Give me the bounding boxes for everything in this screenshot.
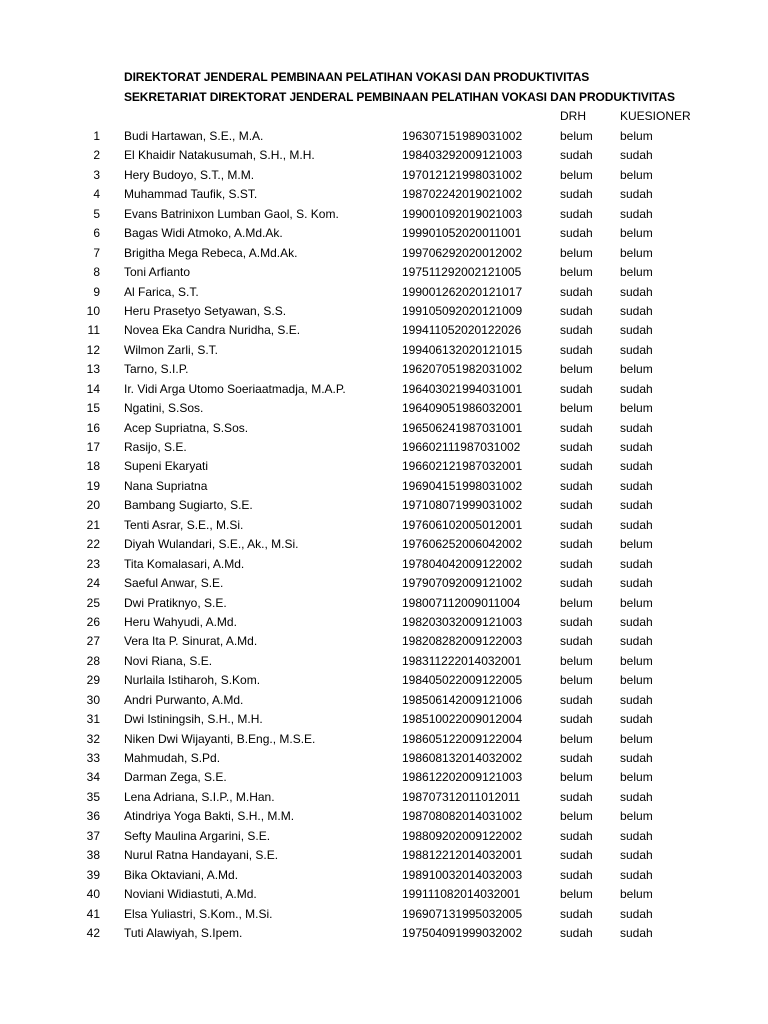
table-row <box>0 283 768 302</box>
employee-nip: 196307151989031002 <box>402 129 523 143</box>
drh-status: sudah <box>560 925 593 940</box>
kuesioner-status: belum <box>620 653 653 668</box>
employee-name: Vera Ita P. Sinurat, A.Md. <box>124 634 258 649</box>
employee-name: Elsa Yuliastri, S.Kom., M.Si. <box>124 906 273 921</box>
employee-nip: 198605122009122004 <box>402 731 523 746</box>
drh-status: belum <box>560 167 593 182</box>
drh-status: sudah <box>560 867 593 882</box>
kuesioner-status: sudah <box>620 712 653 727</box>
drh-status: sudah <box>560 323 593 338</box>
employee-nip: 199901052020011001 <box>402 226 522 241</box>
drh-status: sudah <box>560 848 593 863</box>
row-number: 8 <box>93 265 100 280</box>
row-number: 7 <box>93 245 100 260</box>
table-row <box>0 302 768 321</box>
employee-nip: 198812212014032001 <box>402 848 523 863</box>
row-number: 22 <box>86 537 100 552</box>
kuesioner-status: sudah <box>620 303 653 318</box>
table-row <box>0 730 768 749</box>
table-row <box>0 613 768 632</box>
employee-name: Tarno, S.I.P. <box>124 362 189 377</box>
kuesioner-status: sudah <box>620 498 653 513</box>
table-row <box>0 457 768 476</box>
column-header-kuesioner: KUESIONER <box>620 109 691 123</box>
drh-status: sudah <box>560 498 593 513</box>
employee-nip: 198403292009121003 <box>402 148 523 163</box>
employee-name: Toni Arfianto <box>124 265 191 280</box>
drh-status: sudah <box>560 556 593 571</box>
employee-name: Hery Budoyo, S.T., M.M. <box>124 167 255 182</box>
kuesioner-status: sudah <box>620 478 653 493</box>
kuesioner-status: belum <box>620 265 653 280</box>
employee-name: Heru Prasetyo Setyawan, S.S. <box>124 303 287 318</box>
row-number: 9 <box>93 284 100 299</box>
drh-status: sudah <box>560 381 593 396</box>
drh-status: sudah <box>560 148 593 163</box>
employee-name: Tuti Alawiyah, S.Ipem. <box>124 925 243 940</box>
kuesioner-status: belum <box>620 245 653 260</box>
employee-nip: 198707312011012011 <box>402 789 521 804</box>
employee-name: El Khaidir Natakusumah, S.H., M.H. <box>124 148 315 163</box>
table-row <box>0 710 768 729</box>
employee-name: Bika Oktaviani, A.Md. <box>124 867 239 882</box>
kuesioner-status: belum <box>620 167 653 182</box>
row-number: 26 <box>86 614 100 629</box>
kuesioner-status: sudah <box>620 323 653 338</box>
kuesioner-status: belum <box>620 673 653 688</box>
employee-nip: 198612202009121003 <box>402 770 523 785</box>
employee-name: Noviani Widiastuti, A.Md. <box>124 887 257 902</box>
drh-status: sudah <box>560 576 593 591</box>
drh-status: sudah <box>560 226 593 241</box>
row-number: 14 <box>86 381 100 396</box>
employee-nip: 197606252006042002 <box>402 537 523 552</box>
drh-status: sudah <box>560 440 593 454</box>
drh-status: belum <box>560 770 593 785</box>
table-row <box>0 924 768 943</box>
drh-status: sudah <box>560 906 593 921</box>
employee-nip: 199105092020121009 <box>402 303 523 318</box>
row-number: 1 <box>93 129 100 143</box>
kuesioner-status: sudah <box>620 440 653 454</box>
drh-status: sudah <box>560 284 593 299</box>
table-row <box>0 477 768 496</box>
table-row <box>0 807 768 826</box>
employee-name: Wilmon Zarli, S.T. <box>124 342 219 357</box>
employee-nip: 198203032009121003 <box>402 614 523 629</box>
table-row <box>0 263 768 282</box>
row-number: 18 <box>86 459 100 474</box>
employee-nip: 196207051982031002 <box>402 362 523 377</box>
drh-status: sudah <box>560 634 593 649</box>
kuesioner-status: sudah <box>620 906 653 921</box>
row-number: 15 <box>86 401 100 416</box>
row-number: 42 <box>86 925 100 940</box>
row-number: 19 <box>86 478 100 493</box>
drh-status: belum <box>560 653 593 668</box>
drh-status: sudah <box>560 206 593 221</box>
table-row <box>0 652 768 671</box>
employee-name: Ngatini, S.Sos. <box>124 401 204 416</box>
employee-name: Lena Adriana, S.I.P., M.Han. <box>124 789 275 804</box>
kuesioner-status: sudah <box>620 848 653 863</box>
kuesioner-status: belum <box>620 887 653 902</box>
kuesioner-status: belum <box>620 809 653 824</box>
table-row <box>0 496 768 515</box>
table-row <box>0 321 768 340</box>
row-number: 32 <box>86 731 100 746</box>
drh-status: belum <box>560 401 593 416</box>
drh-status: belum <box>560 245 593 260</box>
kuesioner-status: belum <box>620 362 653 377</box>
table-row <box>0 788 768 807</box>
employee-nip: 197907092009121002 <box>402 576 523 591</box>
kuesioner-status: sudah <box>620 614 653 629</box>
employee-name: Supeni Ekaryati <box>124 459 209 474</box>
drh-status: belum <box>560 673 593 688</box>
row-number: 6 <box>93 226 100 241</box>
employee-nip: 199001262020121017 <box>402 284 523 299</box>
kuesioner-status: belum <box>620 226 653 241</box>
table-row <box>0 749 768 768</box>
employee-nip: 198910032014032003 <box>402 867 523 882</box>
kuesioner-status: sudah <box>620 925 653 940</box>
row-number: 29 <box>86 673 100 688</box>
table-row <box>0 535 768 554</box>
employee-nip: 198007112009011004 <box>402 595 521 610</box>
table-row <box>0 205 768 224</box>
kuesioner-status: sudah <box>620 634 653 649</box>
employee-nip: 198608132014032002 <box>402 751 523 765</box>
employee-nip: 198702242019021002 <box>402 187 523 202</box>
employee-table <box>0 127 768 943</box>
table-row <box>0 438 768 457</box>
table-row <box>0 360 768 379</box>
employee-name: Muhammad Taufik, S.ST. <box>124 187 258 202</box>
employee-name: Dwi Pratiknyo, S.E. <box>124 595 227 610</box>
employee-nip: 199411052020122026 <box>402 323 522 338</box>
column-header-drh: DRH <box>560 109 586 123</box>
employee-nip: 198510022009012004 <box>402 712 523 727</box>
drh-status: sudah <box>560 828 593 843</box>
row-number: 17 <box>86 440 100 454</box>
employee-name: Novi Riana, S.E. <box>124 653 213 668</box>
row-number: 20 <box>86 498 100 513</box>
kuesioner-status: belum <box>620 595 653 610</box>
kuesioner-status: belum <box>620 401 653 416</box>
row-number: 36 <box>86 809 100 824</box>
row-number: 31 <box>86 712 100 727</box>
employee-name: Sefty Maulina Argarini, S.E. <box>124 828 271 843</box>
kuesioner-status: sudah <box>620 284 653 299</box>
row-number: 13 <box>86 362 100 377</box>
employee-nip: 197012121998031002 <box>402 167 523 182</box>
employee-name: Bambang Sugiarto, S.E. <box>124 498 253 513</box>
table-row <box>0 885 768 904</box>
employee-name: Tita Komalasari, A.Md. <box>124 556 245 571</box>
drh-status: belum <box>560 129 593 143</box>
employee-name: Brigitha Mega Rebeca, A.Md.Ak. <box>124 245 298 260</box>
kuesioner-status: sudah <box>620 148 653 163</box>
kuesioner-status: belum <box>620 129 653 143</box>
row-number: 23 <box>86 556 100 571</box>
employee-nip: 197108071999031002 <box>402 498 523 513</box>
drh-status: sudah <box>560 692 593 707</box>
employee-nip: 196907131995032005 <box>402 906 523 921</box>
table-row <box>0 846 768 865</box>
kuesioner-status: sudah <box>620 828 653 843</box>
employee-name: Andri Purwanto, A.Md. <box>124 692 244 707</box>
employee-name: Ir. Vidi Arga Utomo Soeriaatmadja, M.A.P. <box>124 381 346 396</box>
table-row <box>0 166 768 185</box>
table-row <box>0 146 768 165</box>
row-number: 16 <box>86 420 100 435</box>
row-number: 5 <box>93 206 100 221</box>
drh-status: belum <box>560 809 593 824</box>
employee-name: Atindriya Yoga Bakti, S.H., M.M. <box>124 809 295 824</box>
row-number: 41 <box>86 906 100 921</box>
employee-name: Niken Dwi Wijayanti, B.Eng., M.S.E. <box>124 731 316 746</box>
drh-status: belum <box>560 887 593 902</box>
drh-status: sudah <box>560 187 593 202</box>
table-row <box>0 224 768 243</box>
drh-status: belum <box>560 731 593 746</box>
table-row <box>0 419 768 438</box>
kuesioner-status: belum <box>620 731 653 746</box>
employee-name: Novea Eka Candra Nuridha, S.E. <box>124 323 301 338</box>
row-number: 28 <box>86 653 100 668</box>
employee-name: Bagas Widi Atmoko, A.Md.Ak. <box>124 226 283 241</box>
employee-nip: 199111082014032001 <box>402 887 521 902</box>
employee-nip: 199001092019021003 <box>402 206 523 221</box>
employee-name: Heru Wahyudi, A.Md. <box>124 614 237 629</box>
document-subtitle: SEKRETARIAT DIREKTORAT JENDERAL PEMBINAAN PELATIHAN VOKASI DAN PRODUKTIVITAS <box>124 90 675 104</box>
kuesioner-status: sudah <box>620 187 653 202</box>
table-row <box>0 516 768 535</box>
drh-status: sudah <box>560 712 593 727</box>
employee-name: Nana Supriatna <box>124 478 208 493</box>
table-row <box>0 594 768 613</box>
employee-name: Nurul Ratna Handayani, S.E. <box>124 848 279 863</box>
employee-name: Diyah Wulandari, S.E., Ak., M.Si. <box>124 537 299 552</box>
employee-nip: 196602111987031002 <box>402 440 521 454</box>
employee-nip: 198405022009122005 <box>402 673 523 688</box>
row-number: 33 <box>86 751 100 765</box>
row-number: 3 <box>93 167 100 182</box>
row-number: 34 <box>86 770 100 785</box>
table-row <box>0 127 768 146</box>
document-title: DIREKTORAT JENDERAL PEMBINAAN PELATIHAN VOKASI DAN PRODUKTIVITAS <box>124 70 590 84</box>
employee-nip: 198708082014031002 <box>402 809 523 824</box>
table-row <box>0 341 768 360</box>
row-number: 30 <box>86 692 100 707</box>
employee-name: Evans Batrinixon Lumban Gaol, S. Kom. <box>124 206 339 221</box>
kuesioner-status: sudah <box>620 206 653 221</box>
table-row <box>0 380 768 399</box>
table-row <box>0 185 768 204</box>
kuesioner-status: sudah <box>620 576 653 591</box>
employee-nip: 198208282009122003 <box>402 634 523 649</box>
table-row <box>0 827 768 846</box>
drh-status: sudah <box>560 789 593 804</box>
row-number: 21 <box>86 517 100 532</box>
kuesioner-status: sudah <box>620 420 653 435</box>
employee-nip: 196904151998031002 <box>402 478 523 493</box>
kuesioner-status: sudah <box>620 381 653 396</box>
drh-status: sudah <box>560 303 593 318</box>
employee-nip: 196506241987031001 <box>402 420 523 435</box>
employee-name: Dwi Istiningsih, S.H., M.H. <box>124 712 263 727</box>
row-number: 10 <box>86 303 100 318</box>
drh-status: sudah <box>560 478 593 493</box>
kuesioner-status: sudah <box>620 692 653 707</box>
employee-nip: 196403021994031001 <box>402 381 523 396</box>
employee-nip: 197606102005012001 <box>402 517 523 532</box>
drh-status: sudah <box>560 420 593 435</box>
table-row <box>0 244 768 263</box>
drh-status: belum <box>560 362 593 377</box>
row-number: 12 <box>86 342 100 357</box>
kuesioner-status: belum <box>620 770 653 785</box>
table-row <box>0 691 768 710</box>
employee-name: Tenti Asrar, S.E., M.Si. <box>124 517 244 532</box>
employee-name: Rasijo, S.E. <box>124 440 187 454</box>
employee-nip: 196602121987032001 <box>402 459 523 474</box>
table-row <box>0 399 768 418</box>
row-number: 24 <box>86 576 100 591</box>
table-row <box>0 632 768 651</box>
table-row <box>0 574 768 593</box>
employee-name: Darman Zega, S.E. <box>124 770 227 785</box>
kuesioner-status: sudah <box>620 751 653 765</box>
drh-status: belum <box>560 265 593 280</box>
row-number: 2 <box>93 148 100 163</box>
employee-nip: 199406132020121015 <box>402 342 523 357</box>
drh-status: sudah <box>560 614 593 629</box>
table-row <box>0 768 768 787</box>
row-number: 11 <box>87 323 100 338</box>
row-number: 37 <box>86 828 100 843</box>
kuesioner-status: sudah <box>620 556 653 571</box>
employee-nip: 197504091999032002 <box>402 925 523 940</box>
kuesioner-status: sudah <box>620 459 653 474</box>
table-row <box>0 555 768 574</box>
kuesioner-status: belum <box>620 537 653 552</box>
employee-name: Mahmudah, S.Pd. <box>124 751 221 765</box>
row-number: 35 <box>86 789 100 804</box>
kuesioner-status: sudah <box>620 517 653 532</box>
row-number: 4 <box>93 187 100 202</box>
employee-nip: 197511292002121005 <box>402 265 522 280</box>
table-row <box>0 905 768 924</box>
employee-nip: 199706292020012002 <box>402 245 523 260</box>
employee-name: Acep Supriatna, S.Sos. <box>124 420 249 435</box>
employee-nip: 197804042009122002 <box>402 556 523 571</box>
employee-nip: 196409051986032001 <box>402 401 523 416</box>
kuesioner-status: sudah <box>620 789 653 804</box>
drh-status: sudah <box>560 751 593 765</box>
kuesioner-status: sudah <box>620 342 653 357</box>
row-number: 25 <box>86 595 100 610</box>
drh-status: sudah <box>560 342 593 357</box>
employee-name: Al Farica, S.T. <box>124 284 199 299</box>
employee-name: Budi Hartawan, S.E., M.A. <box>124 129 264 143</box>
row-number: 38 <box>86 848 100 863</box>
drh-status: sudah <box>560 517 593 532</box>
row-number: 27 <box>86 634 100 649</box>
table-row <box>0 671 768 690</box>
employee-nip: 198311222014032001 <box>402 653 522 668</box>
employee-name: Nurlaila Istiharoh, S.Kom. <box>124 673 261 688</box>
drh-status: sudah <box>560 459 593 474</box>
row-number: 39 <box>86 867 100 882</box>
drh-status: belum <box>560 595 593 610</box>
kuesioner-status: sudah <box>620 867 653 882</box>
drh-status: sudah <box>560 537 593 552</box>
row-number: 40 <box>86 887 100 902</box>
table-row <box>0 866 768 885</box>
employee-nip: 198809202009122002 <box>402 828 523 843</box>
employee-name: Saeful Anwar, S.E. <box>124 576 224 591</box>
employee-nip: 198506142009121006 <box>402 692 523 707</box>
